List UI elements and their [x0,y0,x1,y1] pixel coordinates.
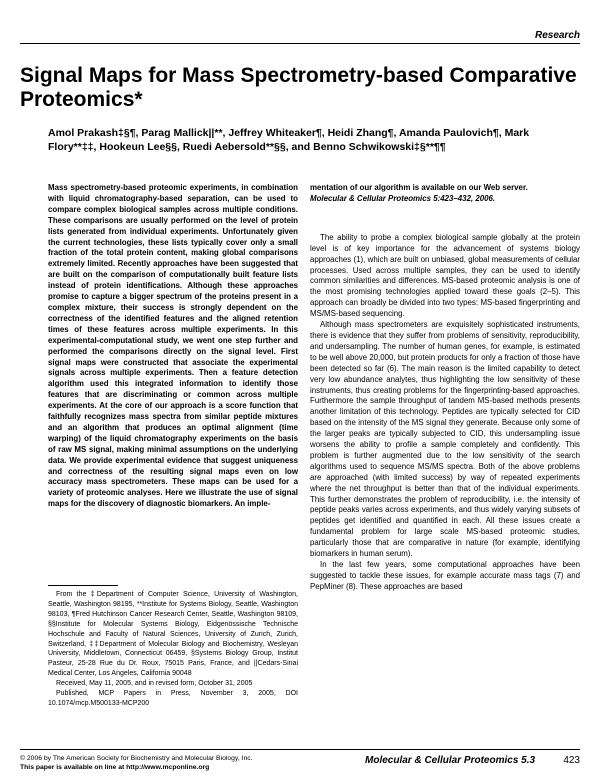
journal-name: Molecular & Cellular Proteomics 5.3 [365,755,536,766]
abstract-continuation: mentation of our algorithm is available on our Web server. [310,183,528,192]
page-number: 423 [563,755,580,766]
footnote-published: Published, MCP Papers in Press, November 3, 2005, DOI 10.1074/mcp.M500133-MCP200 [48,690,298,707]
affiliation-footnote [48,590,298,709]
copyright-line: © 2006 by The American Society for Biochemistry and Molecular Biology, Inc. [20,755,253,762]
abstract: Mass spectrometry-based proteomic experiments, in combination with liquid chromatography-based separation, can be used to compare complex biological samples across multiple conditions. These comparisons are usually performed on the level of protein lists generated from individual experiments. Unfortunately given the current technologies, these lists typically cover only a small fraction of the total protein content, making global comparisons extremely limited. Recently approaches have been suggested that are built on the comparison of computationally built feature lists instead of protein identifications. Although these approaches promise to capture a bigger spectrum of the proteins present in a complex mixture, their success is strongly dependent on the correctness of the identified features and the aligned retention times of these features across multiple experiments. In this experimental-computational study, we went one step further and performed the comparisons directly on the signal level. First signal maps were constructed that associate the experimental signals across multiple experiments. Then a feature detection algorithm used this integrated information to identify those features that are discriminating or common across multiple experiments. At the core of our approach is a score function that faithfully recognizes mass spectra from similar peptide mixtures and an algorithm that produces an optimal alignment (time warping) of the liquid chromatography experiments on the basis of raw MS signal, making minimal assumptions on the underlying data. We provide experimental evidence that suggest uniqueness and correctness of the resulting signal maps even on low accuracy mass spectrometers. These maps can be used for a variety of proteomic analyses. Here we illustrate the use of signal maps for the discovery of diagnostic biomarkers. An imple- [48,183,298,509]
body-paragraph: The ability to probe a complex biological sample globally at the protein level is of key importance for the advancement of systems biology approaches (1), which are built on unbiased, global measurements of cellular processes. Used across multiple samples, they can be used to identify common similarities and differences. MS-based proteomic analysis is one of the most promising technologies applied toward these goals (2–5). This approach can broadly be divided into two types: MS-based fingerprinting and MS/MS-based sequencing. [310,232,580,319]
body-paragraph: Although mass spectrometers are exquisitely sophisticated instruments, there is evidence that they suffer from problems of sensitivity, reproducibility, and undersampling. The number of human genes, for example, is estimated to be well above 20,000, but protein products for only a fraction of those have been detected so far (6). The main reason is the limited capability to detect very low abundance analytes, thus highlighting the low sensitivity of these instruments, thus creating problems for the fingerprinting-based approaches. Furthermore the sample throughput of tandem MS-based methods presents another limitation of this technology. Peptides are typically selected for CID based on the intensity of the MS signal they generate. Because only some of the larger peaks are typically subjected to CID, this undersampling issue worsens the ability to profile a sample completely and confidently. This problem is further augmented due to the low sensitivity of the search algorithms used to sequence MS/MS spectra. Both of the above problems are approached (with limited success) by way of repeated experiments where the net throughput is better than that of the individual experiments. This further demonstrates the problem of reproducibility, i.e. the intensity of peptide peaks varies across experiments, and thus widely varying subsets of peptides get identified and quantified in each. All these issues create a fundamental problem for large scale MS-based proteomic studies, particularly those that are comparative in nature (for example, identifying biomarkers in human serum). [310,320,580,559]
author-list: Amol Prakash‡§¶, Parag Mallick||**, Jeffrey Whiteaker¶, Heidi Zhang¶, Amanda Paulovich¶, Mark Flory**‡‡, Hookeun Lee§§, Ruedi Aebersold**§§, and Benno Schwikowski‡§**¶¶ [48,127,530,153]
footnote-rule [48,585,118,586]
footnote-affiliations: From the ‡Department of Computer Science, University of Washington, Seattle, Washington 98195, **Institute for Systems Biology, Seattle, Washington 98103, ¶Fred Hutchinson Cancer Research Center, Seattle, Washington 98109, §§Institute for Molecular Systems Biology, Eidgenössische Technische Hochschule and Faculty of Natural Sciences, University of Zurich, Zurich, Switzerland, ‡‡Department of Molecular Biology and Biochemistry, Wesleyan University, Middletown, Connecticut 06459, §Systems Biology Group, Institut Pasteur, 25-28 Rue du Dr. Roux, 75015 Paris, France, and ||Cedars-Sinai Medical Center, Los Angeles, California 90048 [48,591,298,678]
section-label: Research [534,30,580,41]
copyright-block [20,754,253,772]
body-paragraph: In the last few years, some computational approaches have been suggested to tackle these issues, for example accurate mass tags (7) and PepMiner (8). These approaches are based [310,560,580,591]
header-rule [20,43,580,44]
footnote-received: Received, May 11, 2005, and in revised form, October 31, 2005 [56,680,253,688]
online-availability: This paper is available on line at http://www.mcponline.org [20,764,210,771]
footer-rule [20,749,580,750]
body-text [310,233,580,593]
journal-citation: Molecular & Cellular Proteomics 5:423–432, 2006. [310,193,496,203]
article-title: Signal Maps for Mass Spectrometry-based Comparative Proteomics* [20,64,577,111]
right-column [310,183,580,593]
